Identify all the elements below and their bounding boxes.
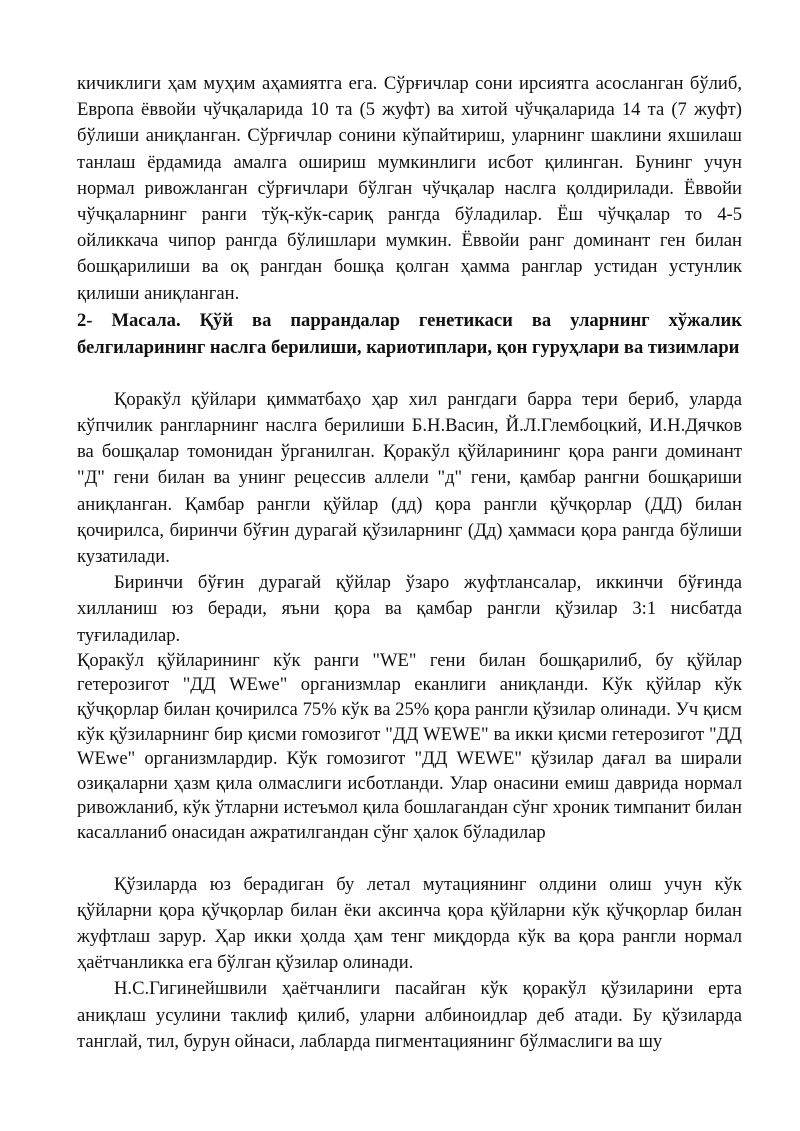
paragraph-intro: кичиклиги ҳам муҳим аҳамиятга ега. Сўрғичлар сони ирсиятга асосланган бўлиб, Европа ёввойи чўчқаларида 10 та (5 жуфт) ва хитой чўчқаларида 14 та (7 жуфт) бўлиши аниқланган. Сўрғичлар сонини кўпайтириш, уларнинг шаклини яхшилаш танлаш ёрдамида амалга ошириш мумкинлиги исбот қилинган. Бунинг учун нормал ривожланган сўрғичлари бўлган чўчқалар наслга қолдирилади. Ёввойи чўчқаларнинг ранги тўқ-кўк-сариқ рангда бўладилар. Ёш чўчқалар то 4-5 ойликкача чипор рангда бўлишлари мумкин. Ёввойи ранг доминант ген билан бошқарилиши ва оқ рангдан бошқа қолган ҳамма ранглар устидан устунлик қилиши аниқланган. [77, 73, 742, 304]
spacer [77, 361, 742, 387]
paragraph-karakul-black: Қоракўл қўйлари қимматбаҳо ҳар хил рангдаги барра тери бериб, уларда кўпчилик рангларнинг наслга берилиши Б.Н.Васин, Й.Л.Глембоцкий, И.Н.Дячков ва бошқалар томонидан ўрганилган. Қоракўл қўйларининг қора ранги доминант "Д" гени билан ва унинг рецессив аллели "д" гени, қамбар рангни бошқариши аниқланган. Қамбар рангли қўйлар (дд) қора рангли қўчқорлар (ДД) билан қочирилса, биринчи бўғин дурагай қўзиларнинг (Дд) ҳаммаси қора рангда бўлиши кузатилади. [77, 388, 742, 568]
spacer [77, 846, 742, 872]
section-heading: 2- Масала. Қўй ва паррандалар генетикаси ва уларнинг хўжалик белгиларининг наслга берилиши, кариотиплари, қон гуруҳлари ва тизимлари [77, 309, 742, 358]
paragraph-lethal-mutation: Қўзиларда юз берадиган бу летал мутациянинг олдини олиш учун кўк қўйларни қора қўчқорлар билан ёки аксинча қора қўйларни кўк қўчқорлар билан жуфтлаш зарур. Ҳар икки ҳолда ҳам тенг миқдорда кўк ва қора рангли нормал ҳаётчанликка ега бўлган қўзилар олинади. [77, 873, 742, 974]
paragraph-second-generation: Биринчи бўғин дурагай қўйлар ўзаро жуфтлансалар, иккинчи бўғинда хилланиш юз беради, яъни қора ва қамбар рангли қўзилар 3:1 нисбатда туғиладилар. [77, 572, 742, 646]
paragraph-giginejshvili: Н.С.Гигинейшвили ҳаётчанлиги пасайган кўк қоракўл қўзиларини ерта аниқлаш усулини таклиф қилиб, уларни албиноидлар деб атади. Бу қўзиларда танглай, тил, бурун ойнаси, лабларда пигментациянинг бўлмаслиги ва шу [77, 978, 742, 1052]
paragraph-blue-color: Қоракўл қўйларининг кўк ранги "WE" гени билан бошқарилиб, бу қўйлар гетерозигот "ДД WEwe" организмлар еканлиги аниқланди. Кўк қўйлар кўк қўчқорлар билан қочирилса 75% кўк ва 25% қора рангли қўзилар олинади. Уч қисм кўк қўзиларнинг бир қисми гомозигот "ДД WEWE" ва икки қисми гетерозигот "ДД WEwe" организмлардир. Кўк гомозигот "ДД WEWE" қўзилар дағал ва ширали озиқаларни ҳазм қила олмаслиги исботланди. Улар онасини емиш даврида нормал ривожланиб, кўк ўтларни истеъмол қила бошлагандан сўнг хроник тимпанит билан касалланиб онасидан ажратилгандан сўнг ҳалок бўладилар [77, 649, 742, 844]
